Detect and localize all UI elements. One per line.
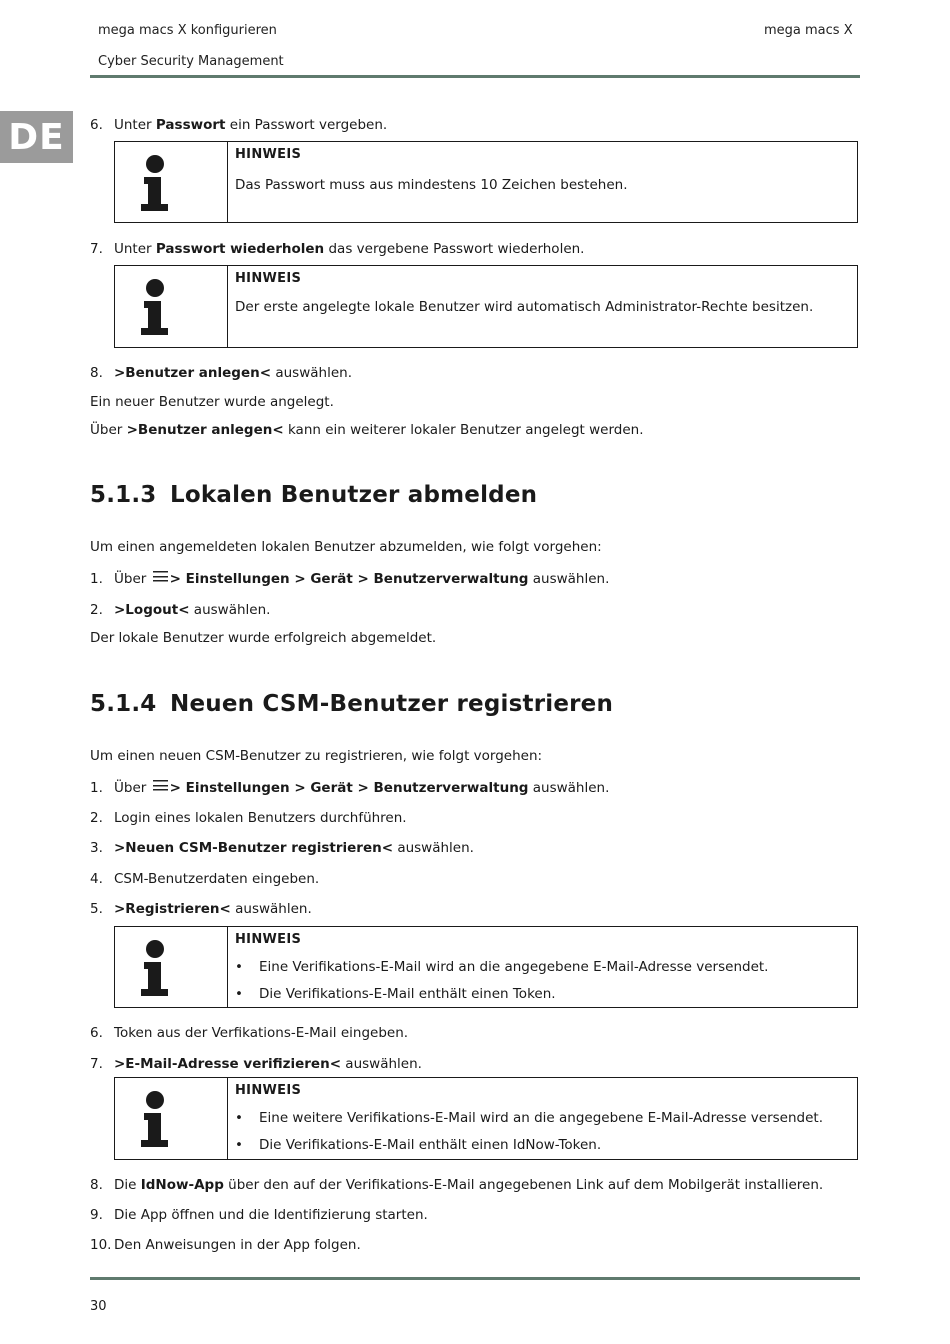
header-document-title: mega macs X konfigurieren [98, 23, 277, 38]
note-box-verification-email [114, 926, 858, 1008]
note-title: HINWEIS [235, 271, 302, 286]
list-item: • Die Verifikations-E-Mail enthält einen IdNow-Token. [235, 1135, 823, 1162]
section-heading-5-1-4: 5.1.4 Neuen CSM-Benutzer registrieren [90, 691, 614, 717]
header-product-name: mega macs X [764, 23, 853, 38]
note-list [235, 957, 768, 1011]
info-icon [137, 152, 175, 214]
section-heading-5-1-3: 5.1.3 Lokalen Benutzer abmelden [90, 482, 538, 508]
note-text: Das Passwort muss aus mindestens 10 Zeichen bestehen. [235, 177, 628, 193]
result-text: Ein neuer Benutzer wurde angelegt. [90, 394, 334, 410]
menu-icon [153, 780, 168, 791]
section-intro: Um einen angemeldeten lokalen Benutzer abzumelden, wie folgt vorgehen: [90, 539, 602, 555]
menu-icon [153, 571, 168, 582]
info-icon [137, 276, 175, 338]
note-title: HINWEIS [235, 1083, 302, 1098]
footer-rule [90, 1277, 860, 1280]
list-item: • Die Verifikations-E-Mail enthält einen Token. [235, 984, 768, 1011]
note-list [235, 1108, 823, 1162]
list-item: • Eine Verifikations-E-Mail wird an die angegebene E-Mail-Adresse versendet. [235, 957, 768, 984]
note-box-idnow-token [114, 1077, 858, 1160]
info-icon [137, 1088, 175, 1150]
section-intro: Um einen neuen CSM-Benutzer zu registrieren, wie folgt vorgehen: [90, 748, 543, 764]
note-text: Der erste angelegte lokale Benutzer wird automatisch Administrator-Rechte besitzen. [235, 299, 814, 315]
header-rule [90, 75, 860, 78]
header-chapter-title: Cyber Security Management [98, 54, 284, 69]
result-text-additional: Über >Benutzer anlegen< kann ein weiterer lokaler Benutzer angelegt werden. [90, 422, 644, 438]
language-tab: DE [0, 111, 73, 163]
info-icon [137, 937, 175, 999]
note-box-password-length [114, 141, 858, 223]
list-item: • Eine weitere Verifikations-E-Mail wird an die angegebene E-Mail-Adresse versendet. [235, 1108, 823, 1135]
note-box-admin-rights [114, 265, 858, 348]
result-text: Der lokale Benutzer wurde erfolgreich abgemeldet. [90, 630, 437, 646]
note-title: HINWEIS [235, 147, 302, 162]
page-number: 30 [90, 1299, 107, 1314]
note-title: HINWEIS [235, 932, 302, 947]
